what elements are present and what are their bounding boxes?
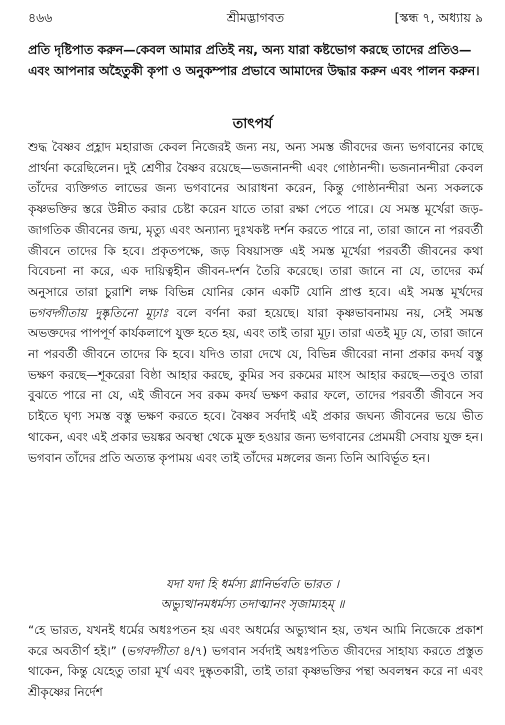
purport-paragraph <box>28 137 483 468</box>
purport-citation: ভগবদ্গীতায় দুষ্কৃতিনো মূঢ়াঃ <box>28 305 169 320</box>
sanskrit-line-2: অভ্যুত্থানমধর্মস্য তদাত্মানং সৃজাম্যহম্ ॥ <box>160 597 345 611</box>
gita-translation-paragraph <box>28 620 483 703</box>
book-title: শ্রীমদ্ভাগবত <box>226 10 285 25</box>
purport-heading: তাৎপর্য <box>232 116 273 132</box>
gita-citation: ভগবদ্গীতা <box>126 643 179 658</box>
chapter-location: [স্কন্ধ ৭, অধ্যায় ৯ <box>394 10 483 25</box>
sanskrit-line-1: যদা যদা হি ধর্মস্য গ্লানির্ভবতি ভারত । <box>165 577 340 591</box>
verse-translation: প্রতি দৃষ্টিপাত করুন—কেবল আমার প্রতিই নয়, অন্য যারা কষ্টভোগ করছে তাদের প্রতিও—এবং আপনার অহৈতুকী কৃপা ও অনুকম্পার প্রভাবে আমাদের উদ্ধার করুন এবং পালন করুন। <box>28 42 480 78</box>
page-number: ৪৬৬ <box>28 10 53 25</box>
gita-text-2: ৪/৭) ভগবান সর্বদাই অধঃপতিত জীবদের সাহায্য করতে প্রস্তুত থাকেন, কিন্তু যেহেতু তারা মূর্খ এবং দুষ্কৃতকারী, তাই তারা কৃষ্ণভক্তির পন্থা অবলম্বন করে না এবং শ্রীকৃষ্ণের নির্দেশ <box>28 643 483 700</box>
purport-text-1: শুদ্ধ বৈষ্ণব প্রহ্লাদ মহারাজ কেবল নিজেরই জন্য নয়, অন্য সমস্ত জীবদের জন্য ভগবানের কাছে প্রার্থনা করেছিলেন। দুই শ্রেণীর বৈষ্ণব রয়েছে—ভজনানন্দী এবং গোষ্ঠানন্দী। ভজনানন্দীরা কেবল তাঁদের ব্যক্তিগত লাভের জন্য ভগবানের আরাধনা করেন, কিন্তু গোষ্ঠানন্দীরা অন্য সকলকে কৃষ্ণভক্তির স্তরে উন্নীত করার চেষ্টা করেন যাতে তারা রক্ষা পেতে পারে। যে সমস্ত মূর্খেরা জড়-জাগতিক জীবনের জন্ম, মৃত্যু এবং অন্যান্য দুঃখকষ্ট দর্শন করতে পারে না, তারা জানে না পরবর্তী জীবনে তাদের কি হবে। প্রকৃতপক্ষে, জড় বিষয়াসক্ত এই সমস্ত মূর্খেরা পরবর্তী জীবনের কথা বিবেচনা না করে, এক দায়িত্বহীন জীবন-দর্শন তৈরি করেছে। তারা জানে না যে, তাদের কর্ম অনুসারে তারা চুরাশি লক্ষ বিভিন্ন যোনির কোন একটি যোনি প্রাপ্ত হবে। এই সমস্ত মূর্খদের <box>28 140 483 299</box>
page-header <box>28 8 483 28</box>
gita-text-1: “হে ভারত, যখনই ধর্মের অধঃপতন হয় এবং অধর্মের অভ্যুত্থান হয়, তখন আমি নিজেকে প্রকাশ করে অবতীর্ণ হই।” ( <box>28 623 483 658</box>
sanskrit-verse <box>0 574 505 614</box>
purport-text-2: বলে বর্ণনা করা হয়েছে। যারা কৃষ্ণভাবনাময় নয়, সেই সমস্ত অভক্তদের পাপপূর্ণ কার্যকলাপে যুক্ত হতে হয়, এবং তাই তারা মূঢ়। তারা এতই মূঢ় যে, তারা জানে না পরবর্তী জীবনে তাদের কি হবে। যদিও তারা দেখে যে, বিভিন্ন জীবেরা নানা প্রকার কদর্য বস্তু ভক্ষণ করছে—শূকরেরা বিষ্ঠা আহার করছে, কুমির সব রকমের মাংস আহার করছে—তবুও তারা বুঝতে পারে না যে, এই জীবনে সব রকম কদর্য ভক্ষণ করার ফলে, তাদের পরবর্তী জীবনে সব চাইতে ঘৃণ্য সমস্ত বস্তু ভক্ষণ করতে হবে। বৈষ্ণব সর্বদাই এই প্রকার জঘন্য জীবনের ভয়ে ভীত থাকেন, এবং এই প্রকার ভয়ঙ্কর অবস্থা থেকে মুক্ত হওয়ার জন্য ভগবানের প্রেমময়ী সেবায় যুক্ত হন। ভগবান তাঁদের প্রতি অত্যন্ত কৃপাময় এবং তাই তাঁদের মঙ্গলের জন্য তিনি আবির্ভূত হন। <box>28 305 483 465</box>
